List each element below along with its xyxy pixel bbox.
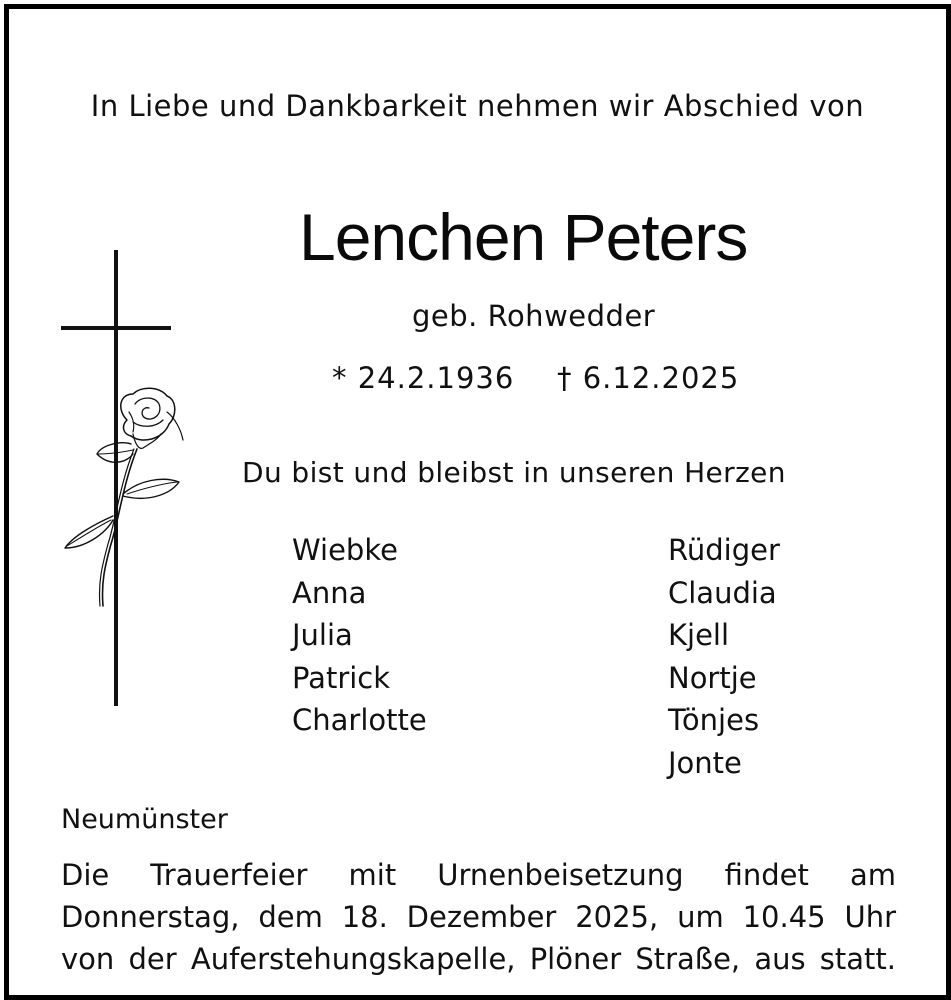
mourner-name: Rüdiger xyxy=(668,533,780,567)
mourner-name: Claudia xyxy=(668,575,777,610)
mourner-name: Wiebke xyxy=(292,533,398,567)
mourner-name: Kjell xyxy=(668,618,730,652)
mourner-name: Charlotte xyxy=(292,703,427,737)
mourner-name: Tönjes xyxy=(668,703,760,737)
death-date: † 6.12.2025 xyxy=(557,361,740,395)
notice-line: Donnerstag, dem 18. Dezember 2025, um 10.45 Uhr xyxy=(61,900,896,934)
mourner-name: Patrick xyxy=(292,660,391,695)
notice-line: Die Trauerfeier mit Urnenbeisetzung findet am xyxy=(61,858,896,892)
motto-text: Du bist und bleibst in unseren Herzen xyxy=(242,456,786,489)
funeral-notice xyxy=(61,854,896,980)
mourner-name: Jonte xyxy=(668,745,742,780)
birth-date: * 24.2.1936 xyxy=(332,361,515,395)
notice-line: von der Auferstehungskapelle, Plöner Straße, aus statt. xyxy=(61,942,896,976)
mourner-name: Anna xyxy=(292,575,367,610)
place-name: Neumünster xyxy=(61,804,228,835)
mourner-name: Julia xyxy=(292,618,353,652)
mourners-left-list xyxy=(292,529,427,742)
obituary-card xyxy=(4,4,951,1000)
intro-text: In Liebe und Dankbarkeit nehmen wir Abschied von xyxy=(90,89,865,123)
maiden-name: geb. Rohwedder xyxy=(412,299,656,333)
mourners-right-list xyxy=(668,529,780,784)
deceased-name: Lenchen Peters xyxy=(299,200,748,274)
cross-with-rose-icon xyxy=(49,244,189,714)
mourner-name: Nortje xyxy=(668,660,757,695)
